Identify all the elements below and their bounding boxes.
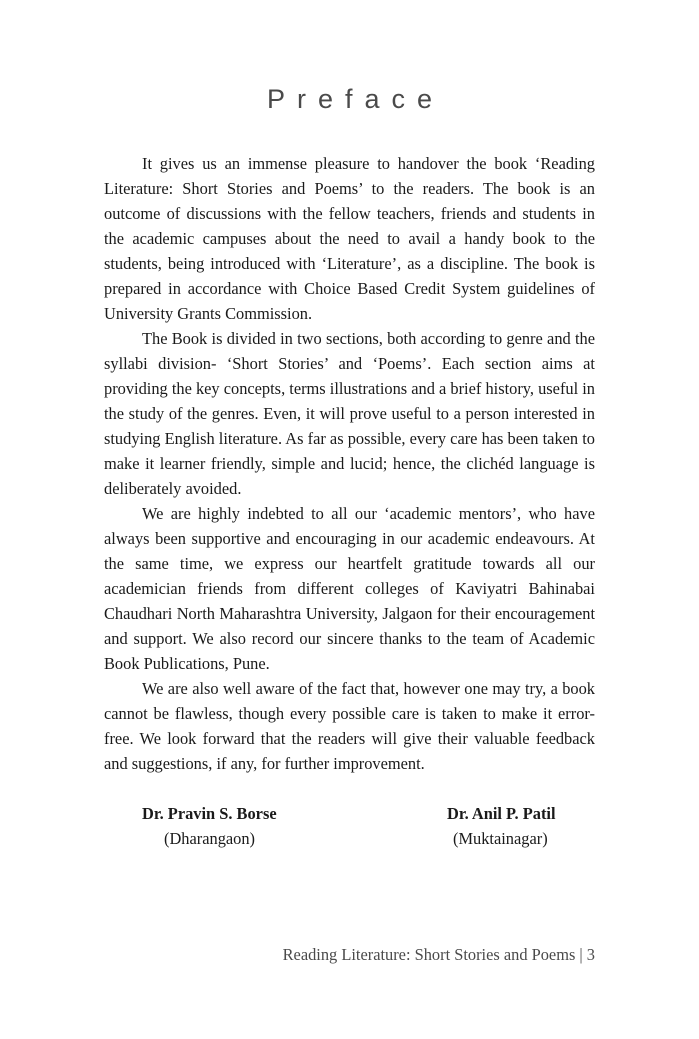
author-place: (Muktainagar): [453, 829, 548, 848]
signature-left: [142, 801, 277, 851]
author-name: Dr. Anil P. Patil: [447, 804, 556, 823]
page-title: Preface: [266, 84, 445, 114]
preface-paragraph: It gives us an immense pleasure to handover the book ‘Reading Literature: Short Stories and Poems’ to the readers. The book is an outcome of discussions with the fellow teachers, friends and students in the academic campuses about the need to avail a handy book to the students, being introduced with ‘Literature’, as a discipline. The book is prepared in accordance with Choice Based Credit System guidelines of University Grants Commission.: [104, 154, 595, 323]
author-place: (Dharangaon): [164, 829, 256, 848]
page-footer: Reading Literature: Short Stories and Poems | 3: [282, 945, 595, 964]
signature-right: [447, 801, 556, 851]
author-name: Dr. Pravin S. Borse: [142, 804, 277, 823]
preface-paragraph: We are highly indebted to all our ‘academic mentors’, who have always been supportive and encouraging in our academic endeavours. At the same time, we express our heartfelt gratitude towards all our academician friends from different colleges of Kaviyatri Bahinabai Chaudhari North Maharashtra University, Jalgaon for their encouragement and support. We also record our sincere thanks to the team of Academic Book Publications, Pune.: [104, 504, 595, 673]
preface-paragraph: We are also well aware of the fact that, however one may try, a book cannot be flawless, though every possible care is taken to make it error-free. We look forward that the readers will give their valuable feedback and suggestions, if any, for further improvement.: [104, 679, 595, 773]
preface-body: [104, 151, 595, 776]
preface-paragraph: The Book is divided in two sections, both according to genre and the syllabi division- ‘Short Stories’ and ‘Poems’. Each section aims at providing the key concepts, terms illustrations and a brief history, useful in the study of the genres. Even, it will prove useful to a person interested in studying English literature. As far as possible, every care has been taken to make it learner friendly, simple and lucid; hence, the clichéd language is deliberately avoided.: [104, 329, 596, 498]
